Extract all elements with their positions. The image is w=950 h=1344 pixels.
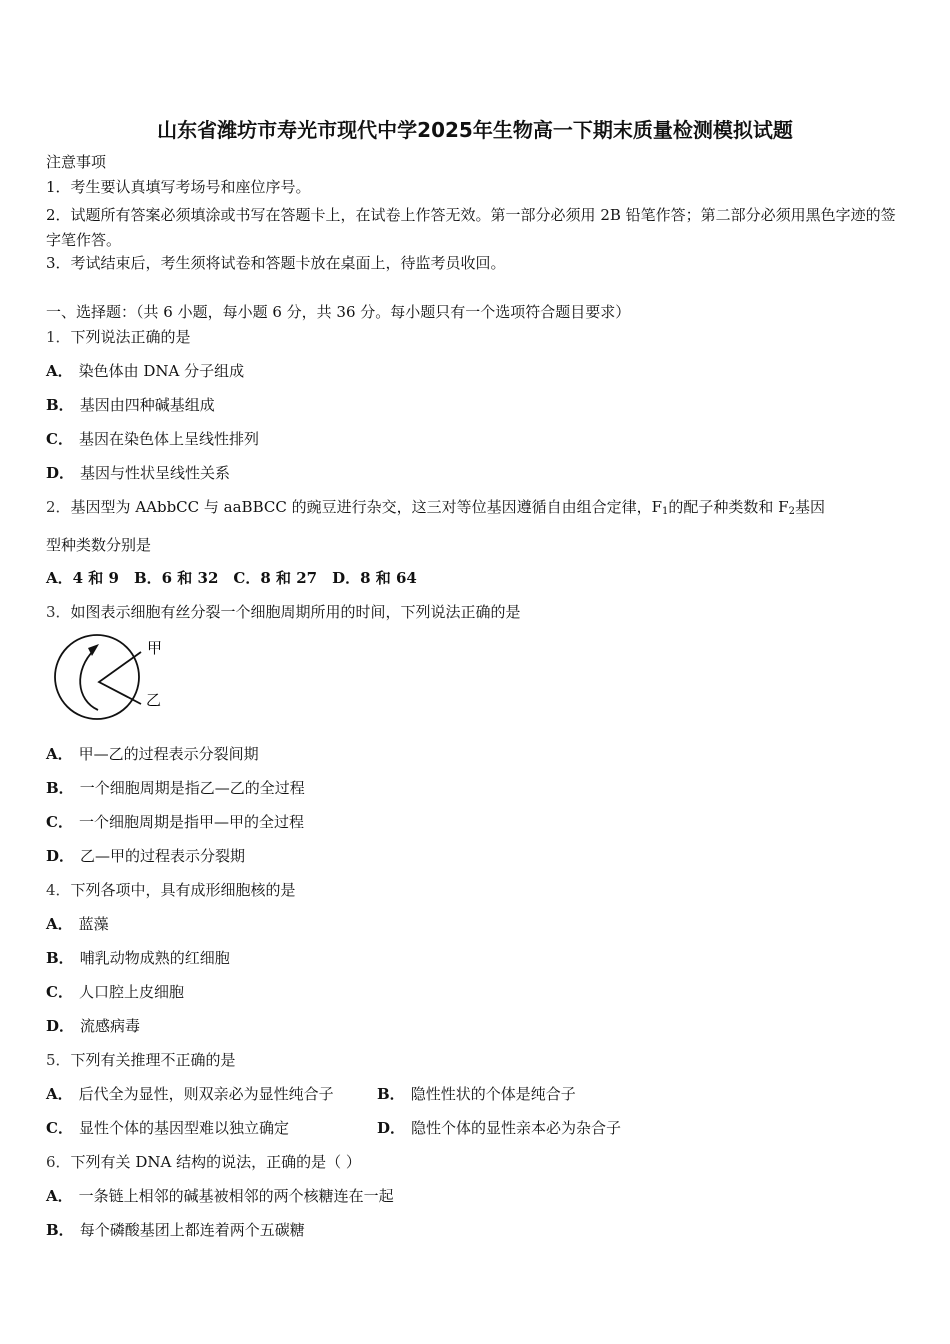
option-a: A． 一条链上相邻的碱基被相邻的两个核糖连在一起 [46, 1187, 394, 1205]
note-item: 1．考生要认真填写考场号和座位序号。 [46, 178, 311, 196]
question-6: 6．下列有关 DNA 结构的说法，正确的是（ ） [46, 1153, 361, 1171]
page-title: 山东省潍坊市寿光市现代中学2025年生物高一下期末质量检测模拟试题 [157, 118, 793, 142]
option-a: A． 甲—乙的过程表示分裂间期 [46, 745, 259, 763]
label-yi: 乙 [146, 691, 162, 709]
option-d: D． 基因与性状呈线性关系 [46, 464, 231, 482]
option-d: D． 乙—甲的过程表示分裂期 [46, 847, 246, 865]
option-d: D． 流感病毒 [46, 1017, 141, 1035]
option-b: B． 一个细胞周期是指乙—乙的全过程 [46, 779, 305, 797]
option-a: A． 染色体由 DNA 分子组成 [46, 362, 245, 380]
notes-heading: 注意事项 [46, 153, 107, 171]
option-a: A． 蓝藻 [46, 915, 109, 933]
option-c: C． 一个细胞周期是指甲—甲的全过程 [46, 813, 304, 831]
option-b: B． 每个磷酸基团上都连着两个五碳糖 [46, 1221, 305, 1239]
question-2: 2．基因型为 AAbbCC 与 aaBBCC 的豌豆进行杂交，这三对等位基因遵循自由组合定律，$F_1$的配子种类数和 $F_2$基因 [46, 498, 825, 517]
option-c: C． 基因在染色体上呈线性排列 [46, 430, 259, 448]
section-heading: 一、选择题：（共 6 小题，每小题 6 分，共 36 分。每小题只有一个选项符合题目要求） [46, 303, 631, 321]
question-4: 4．下列各项中，具有成形细胞核的是 [46, 881, 296, 899]
question-stem-continued: 型种类数分别是 [46, 536, 152, 554]
question-5: 5．下列有关推理不正确的是 [46, 1051, 236, 1069]
label-jia: 甲 [147, 639, 163, 657]
option-b: B． 哺乳动物成熟的红细胞 [46, 949, 230, 967]
option-c: C． 人口腔上皮细胞 [46, 983, 184, 1001]
option-d: D． 隐性个体的显性亲本必为杂合子 [377, 1119, 622, 1137]
cell-cycle-figure [46, 632, 176, 724]
cycle-circle [55, 635, 139, 719]
options-inline: A．4 和 9 B．6 和 32 C．8 和 27 D．8 和 64 [46, 569, 417, 587]
arrow-arc [80, 650, 98, 710]
note-item: 3．考试结束后，考生须将试卷和答题卡放在桌面上，待监考员收回。 [46, 254, 506, 272]
note-item: 2．试题所有答案必须填涂或书写在答题卡上，在试卷上作答无效。第一部分必须用 2B 铅笔作答；第二部分必须用黑色字迹的签字笔作答。 [46, 206, 896, 249]
option-c: C． 显性个体的基因型难以独立确定 [46, 1119, 289, 1137]
option-a: A． 后代全为显性，则双亲必为显性纯合子 [46, 1085, 334, 1103]
question-stem: 下列说法正确的是 [70, 328, 191, 346]
question-3: 3．如图表示细胞有丝分裂一个细胞周期所用的时间，下列说法正确的是 [46, 603, 521, 621]
question-1 [46, 327, 191, 347]
option-b: B． 隐性性状的个体是纯合子 [377, 1085, 576, 1103]
question-number: 1． [46, 328, 71, 346]
option-b: B． 基因由四种碱基组成 [46, 396, 215, 414]
